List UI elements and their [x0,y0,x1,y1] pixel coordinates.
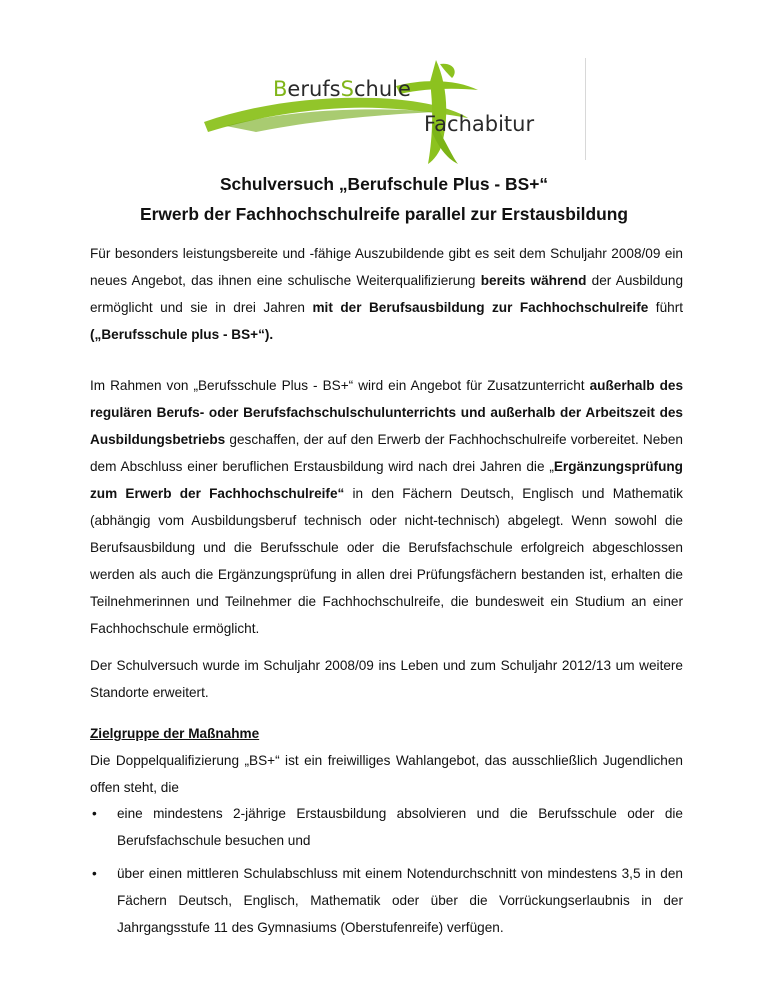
paragraph-description: Im Rahmen von „Berufsschule Plus - BS+“ wird ein Angebot für Zusatzunterricht außerhalb des regulären Berufs- oder Berufsfachschulschulunterrichts und außerhalb der Arbeitszeit des Ausbildungsbetriebs geschaffen, der auf den Erwerb der Fachhochschulreife vorbereitet. Neben dem Abschluss einer beruflichen Erstausbildung wird nach drei Jahren die „Ergänzungsprüfung zum Erwerb der Fachhochschulreife“ in den Fächern Deutsch, Englisch und Mathematik (abhängig vom Ausbildungsberuf technisch oder nicht-technisch) abgelegt. Wenn sowohl die Berufsausbildung und die Berufsschule oder die Berufsfachschule erfolgreich abgeschlossen werden als auch die Ergänzungsprüfung in allen drei Prüfungsfächern bestanden ist, erhalten die Teilnehmerinnen und Teilnehmer die Fachhochschulreife, die bundesweit ein Studium an einer Fachhochschule ermöglicht. [90,378,683,636]
paragraph-intro: Für besonders leistungsbereite und -fähige Auszubildende gibt es seit dem Schuljahr 2008/09 ein neues Angebot, das ihnen eine schulische Weiterqualifizierung bereits während der Ausbildung ermöglicht und sie in drei Jahren mit der Berufsausbildung zur Fachhochschulreife führt („Berufsschule plus - BS+“). [90,246,684,342]
document-subtitle: Erwerb der Fachhochschulreife parallel zur Erstausbildung [139,204,629,224]
section-heading: Zielgruppe der Maßnahme [90,726,260,741]
list-item: • eine mindestens 2-jährige Erstausbildung absolvieren und die Berufsschule oder die Berufsfachschule besuchen und [90,800,683,854]
bullet-icon: • [92,806,97,821]
section-intro: Die Doppelqualifizierung „BS+“ ist ein freiwilliges Wahlangebot, das ausschließlich Jugendlichen offen steht, die [90,753,683,795]
document-title: Schulversuch „Berufschule Plus - BS+“ [219,174,549,194]
bullet-list [90,800,683,947]
logo-text-fachabitur: Fachabitur [424,112,535,136]
list-item: • über einen mittleren Schulabschluss mit einem Notendurchschnitt von mindestens 3,5 in den Fächern Deutsch, Englisch, Mathematik oder über die Vorrückungserlaubnis in der Jahrgangsstufe 11 des Gymnasiums (Oberstufenreife) verfügen. [90,860,683,941]
logo-divider-line [585,58,586,160]
paragraph-history: Der Schulversuch wurde im Schuljahr 2008/09 ins Leben und zum Schuljahr 2012/13 um weitere Standorte erweitert. [90,658,683,700]
logo-text-berufsschule: BerufsSchule [273,77,411,101]
bullet-icon: • [92,866,97,881]
logo-brush-graphic [196,52,596,167]
section-zielgruppe [90,720,683,801]
